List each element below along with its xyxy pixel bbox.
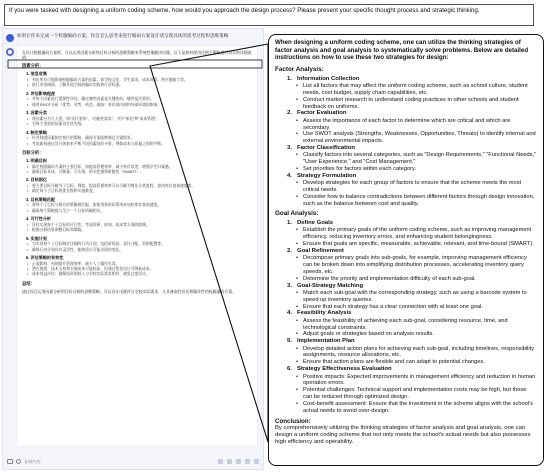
translation-bullet: • Develop strategies for each group of factors to ensure that the scheme meets the most critical needs. xyxy=(303,180,537,194)
translation-bullet: • Set priorities for factors within each category. xyxy=(303,166,537,173)
translation-bullet: • Decompose primary goals into sub-goals, for example, improving management efficiency can be broken down into simplifying distribution processes, accelerating inventory query speeds, etc. xyxy=(303,255,537,276)
translation-bullet: • Adjust goals or strategies based on analysis results. xyxy=(303,331,537,338)
translation-factor-list xyxy=(275,76,537,208)
translation-item-label: Strategy Effectiveness Evaluation xyxy=(297,366,392,373)
dislike-icon[interactable] xyxy=(227,459,232,464)
answer-intro: 在设计校服编码方案时，可以运用因素分析和目标分析的思维策略来系统性地解决问题。以下是如何使用这两个策略进行设计的详细说明： xyxy=(22,50,252,61)
translation-item-number: 4. xyxy=(287,173,292,180)
translation-item-number: 2. xyxy=(287,247,292,254)
translation-bullet: • Ensure that each strategy has a clear connection with at least one goal. xyxy=(303,304,537,311)
like-icon[interactable] xyxy=(218,459,223,464)
answer-bullet: • 使用SWOT分析（优势、劣势、机会、威胁）来识别内部和外部环境的影响。 xyxy=(32,103,252,108)
translation-item-number: 3. xyxy=(287,145,292,152)
translation-bullet: • Match each sub-goal with the corresponding strategy, such as using a barcode system to speed up inventory queries. xyxy=(303,290,537,304)
answer-conclusion: 通过综合运用因素分析和目标分析的思维策略，可以设计出既符合学校实际需求，又具备高性价比和操作性的校服编码方案。 xyxy=(22,288,236,294)
translation-item-number: 1. xyxy=(287,75,292,82)
answer-goal-title: 目标分析： xyxy=(22,150,44,156)
translation-bullet: • Positive impacts: Expected improvements in management efficiency and reduction in human operation errors. xyxy=(303,374,537,388)
chat-window xyxy=(2,28,264,470)
translation-panel xyxy=(268,34,544,466)
translation-item-title xyxy=(287,310,537,317)
answer-bullet: • 潜在挑战：技术支持和实施成本可能较高，但通过优化设计可降低成本。 xyxy=(32,267,252,272)
translation-item-title xyxy=(287,283,537,290)
answer-bullet: • 列出所有可能影响校服编码方案的因素，如学校文化、学生需求、成本预算、供应链能力等。 xyxy=(32,78,252,83)
prompt-text: If you were tasked with designing a uniform coding scheme, how would you approach the design process? Please present your specific thought process and strategic thinking. xyxy=(9,7,480,14)
regenerate-icon[interactable] xyxy=(236,459,241,464)
translation-item-title xyxy=(287,338,537,345)
user-avatar-icon xyxy=(6,34,14,42)
answer-factor-title: 因素分析： xyxy=(22,63,44,69)
translation-bullet: • Ensure that goals are specific, measurable, achievable, relevant, and time-bound (SMART). xyxy=(303,241,537,248)
translation-conclusion-title: Conclusion: xyxy=(275,417,311,425)
translation-bullet: • Classify factors into several categories, such as "Design Requirements," "Functional Needs," "User Experience," and "Cost Management." xyxy=(303,152,537,166)
user-question: 如果让你来完成一个校服编码方案，你会怎么思考来进行编码方案设计请呈现具体的思考过程和思维策略 xyxy=(17,33,229,38)
translation-item-label: Factor Evaluation xyxy=(297,110,347,117)
answer-bullet: • 对每个因素进行重要性评估，确定哪些因素是关键性的，哪些是次要的。 xyxy=(32,97,252,102)
answer-bullet: • 针对每组因素制定相应的策略，确保方案能够满足关键需求。 xyxy=(32,136,252,141)
answer-bullet: • 将每个子目标与相应的策略相匹配，如使用条形码系统来加快库存查询速度。 xyxy=(32,203,252,208)
translation-bullet: • Develop detailed action plans for achieving each sub-goal, including timelines, responsibility assignments, resource allocations, etc. xyxy=(303,346,537,360)
translation-item-number: 2. xyxy=(287,110,292,117)
translation-item-title xyxy=(287,366,537,373)
answer-item-title: 4. 制定策略 xyxy=(26,129,47,135)
translation-item-label: Feasibility Analysis xyxy=(297,310,352,317)
translation-bullet: • Establish the primary goals of the uniform coding scheme, such as improving management efficiency, reducing inventory errors, and enhancing student belongingness. xyxy=(303,227,537,241)
chat-footer xyxy=(7,457,259,466)
answer-card xyxy=(17,46,257,446)
answer-item-title: 6. 评估策略的有效性 xyxy=(26,255,64,261)
answer-item-title: 3. 因素分类 xyxy=(26,110,47,116)
answer-bullet: • 确定每个子目标的优先级和实施难度。 xyxy=(32,189,252,194)
answer-item-title: 2. 目标细化 xyxy=(26,177,47,183)
translation-bullet: • Assess the feasibility of achieving each sub-goal, considering resource, time, and technological constraints. xyxy=(303,318,537,332)
translation-goal-list xyxy=(275,220,537,415)
assistant-avatar-icon xyxy=(6,48,14,56)
translation-bullet: • Use SWOT analysis (Strengths, Weaknesses, Opportunities, Threats) to identify internal and external environmental impacts. xyxy=(303,131,537,145)
translation-item-label: Goal-Strategy Matching xyxy=(297,282,364,289)
copy-icon[interactable] xyxy=(7,459,13,464)
translation-item-label: Information Collection xyxy=(297,75,360,82)
translation-item-label: Implementation Plan xyxy=(297,338,355,345)
answer-bullet: • 成本效益评估：确保投资的投入与学校实际需求相符，避免过度设计。 xyxy=(32,272,252,277)
translation-item-label: Goal Refinement xyxy=(297,247,344,254)
answer-bullet: • 考虑如何通过设计创新来平衡不同因素间的矛盾，例如成本与质量之间的平衡。 xyxy=(32,142,252,147)
translation-item-title xyxy=(287,173,537,180)
translation-item-title xyxy=(287,110,537,117)
translation-bullet: • Ensure that action plans are flexible and can adapt to potential changes. xyxy=(303,359,537,366)
answer-conclusion-title: 总结： xyxy=(22,280,35,286)
translation-item-number: 6. xyxy=(287,366,292,373)
more-icon[interactable] xyxy=(254,459,259,464)
translation-bullet: • Consider how to balance contradictions between different factors through design innovation, such as the balance between cost and quality. xyxy=(303,194,537,208)
assistant-message xyxy=(3,44,263,446)
footer-tools xyxy=(218,459,259,464)
voice-icon[interactable] xyxy=(16,459,21,464)
answer-item-title: 1. 信息收集 xyxy=(26,71,47,77)
answer-bullet: • 正面影响：预期提升管理效率，减少人工操作失误。 xyxy=(32,262,252,267)
answer-item-title: 5. 实施计划 xyxy=(26,235,47,241)
translation-item-label: Factor Classification xyxy=(297,145,355,152)
translation-goal-title: Goal Analysis: xyxy=(275,209,319,217)
answer-item-title: 1. 明确目标 xyxy=(26,158,47,164)
answer-bullet: • 确定校服编码方案的主要目标，如提高管理效率、减少库存误差、增强学生归属感。 xyxy=(32,165,252,170)
answer-goal-list xyxy=(22,158,252,278)
translation-bullet: • Cost-benefit assessment: Ensure that the investment in the scheme aligns with the school's actual needs to avoid over-design. xyxy=(303,401,537,415)
answer-bullet: • 进行市场调研，了解其他学校的编码实践和行业标准。 xyxy=(32,83,252,88)
translation-item-number: 3. xyxy=(287,282,292,289)
answer-bullet: • 为每个类别的因素设定优先级。 xyxy=(32,122,252,127)
user-message xyxy=(3,29,263,44)
answer-bullet: • 确保每个策略都与至少一个目标明确相关。 xyxy=(32,209,252,214)
translation-item-number: 5. xyxy=(287,338,292,345)
translation-item-title xyxy=(287,220,537,227)
answer-item-title: 4. 可行性分析 xyxy=(26,216,52,222)
translation-item-label: Strategy Formulation xyxy=(297,173,357,180)
translation-item-label: Define Goals xyxy=(297,219,334,226)
share-icon[interactable] xyxy=(245,459,250,464)
answer-bullet: • 确保目标具体、可衡量、可实现、相关性强和时限性（SMART）。 xyxy=(32,170,252,175)
translation-bullet: • Conduct market research to understand coding practices in other schools and student feedback on uniforms. xyxy=(303,97,537,111)
translation-item-title xyxy=(287,76,537,83)
answer-factor-list xyxy=(22,71,252,147)
translation-bullet: • Determine the priority and implementation difficulty of each sub-goal. xyxy=(303,276,537,283)
translation-item-number: 4. xyxy=(287,310,292,317)
translation-bullet: • Assess the importance of each factor to determine which are critical and which are secondary. xyxy=(303,118,537,132)
translation-item-title xyxy=(287,145,537,152)
answer-item-title: 3. 目标策略匹配 xyxy=(26,196,56,202)
translation-item-number: 1. xyxy=(287,219,292,226)
translation-conclusion: By comprehensively utilizing the thinking strategies of factor analysis and goal analysis, one can design a uniform coding scheme that not only meets the school's actual needs but also possesses high efficiency and operability. xyxy=(275,425,531,446)
answer-bullet: • 评估实现每个子目标的可行性，考虑资源、时间、技术等方面的限制。 xyxy=(32,223,252,228)
answer-item-title: 2. 评估影响程度 xyxy=(26,90,56,96)
answer-bullet: • 将因素分为几大类，如“设计要求”、“功能性需求”、“用户体验”和“成本管理”。 xyxy=(32,117,252,122)
copy-content-link[interactable]: 复制内容 xyxy=(24,458,41,464)
translation-factor-title: Factor Analysis: xyxy=(275,65,324,73)
translation-item-title xyxy=(287,248,537,255)
translation-bullet: • List all factors that may affect the uniform coding scheme, such as school culture, student needs, cost budget, supply chain capabilities, etc. xyxy=(303,83,537,97)
answer-bullet: • 为实现每个子目标制定详细的行动计划，包括时间表、责任分配、资源配置等。 xyxy=(32,242,252,247)
answer-bullet: • 根据分析结果调整目标和策略。 xyxy=(32,228,252,233)
answer-bullet: • 将主要目标分解为子目标。例如，提高管理效率可以分解为简化分类流程、加快库存查询速度等。 xyxy=(32,184,252,189)
answer-bullet: • 确保行动计划具有灵活性，能够适应可能出现的变化。 xyxy=(32,248,252,253)
prompt-box xyxy=(4,4,534,26)
translation-bullet: • Potential challenges: Technical support and implementation costs may be high, but these can be reduced through optimized design. xyxy=(303,387,537,401)
translation-intro: When designing a uniform coding scheme, one can utilize the thinking strategies of factor analysis and goal analysis to systematically solve problems. Below are detailed instructions on how to use these two strategies for design: xyxy=(275,39,529,62)
